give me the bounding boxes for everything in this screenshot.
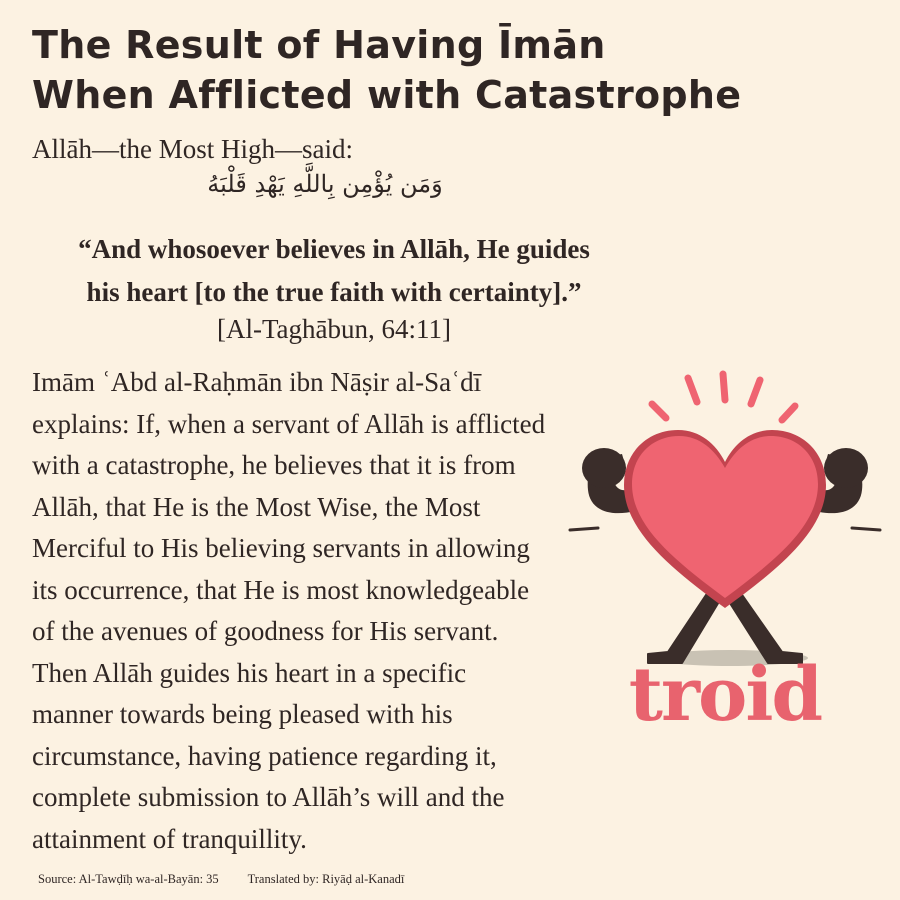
body-line: Allāh, that He is the Most Wise, the Most: [32, 491, 481, 522]
quote-line-1: “And whosoever believes in Allāh, He guides: [78, 234, 590, 264]
page-title: [32, 20, 741, 120]
title-line-1: The Result of Having Īmān: [32, 23, 606, 67]
title-line-2: When Afflicted with Catastrophe: [32, 73, 742, 117]
body-line: manner towards being pleased with his: [32, 699, 453, 729]
body-line: complete submission to Allāh’s will and the: [32, 782, 505, 812]
body-line: circumstance, having patience regarding it,: [32, 740, 497, 771]
source-citation: Source: Al-Tawḍīḥ wa-al-Bayān: 35: [38, 872, 219, 886]
body-line: with a catastrophe, he believes that it is from: [32, 450, 516, 480]
body-line: Merciful to His believing servants in allowing: [32, 533, 530, 563]
body-line: of the avenues of goodness for His servant.: [32, 616, 499, 646]
intro-text: Allāh—the Most High—said:: [32, 134, 353, 164]
body-line: Then Allāh guides his heart in a specific: [32, 657, 467, 688]
arabic-verse: وَمَن يُؤْمِن بِاللَّهِ يَهْدِ قَلْبَهُ: [207, 170, 443, 198]
brand-logo: troid: [628, 652, 822, 738]
body-line: attainment of tranquillity.: [32, 823, 307, 854]
footer: [38, 872, 430, 887]
translator-credit: Translated by: Riyāḍ al-Kanadī: [247, 872, 405, 886]
body-line: its occurrence, that He is most knowledgeable: [32, 574, 530, 605]
body-line: Imām ʿAbd al-Raḥmān ibn Nāṣir al-Saʿdī: [32, 367, 482, 397]
strong-heart-illustration: [560, 360, 890, 740]
verse-translation: [14, 228, 654, 314]
explanation-text: [32, 362, 632, 860]
body-line: explains: If, when a servant of Allāh is afflicted: [32, 408, 546, 439]
heart-highlight: [632, 436, 818, 598]
verse-reference: [Al-Taghābun, 64:11]: [216, 314, 452, 344]
quote-line-2: his heart [to the true faith with certainty].”: [86, 277, 582, 307]
burst-lines-icon: [652, 374, 795, 420]
